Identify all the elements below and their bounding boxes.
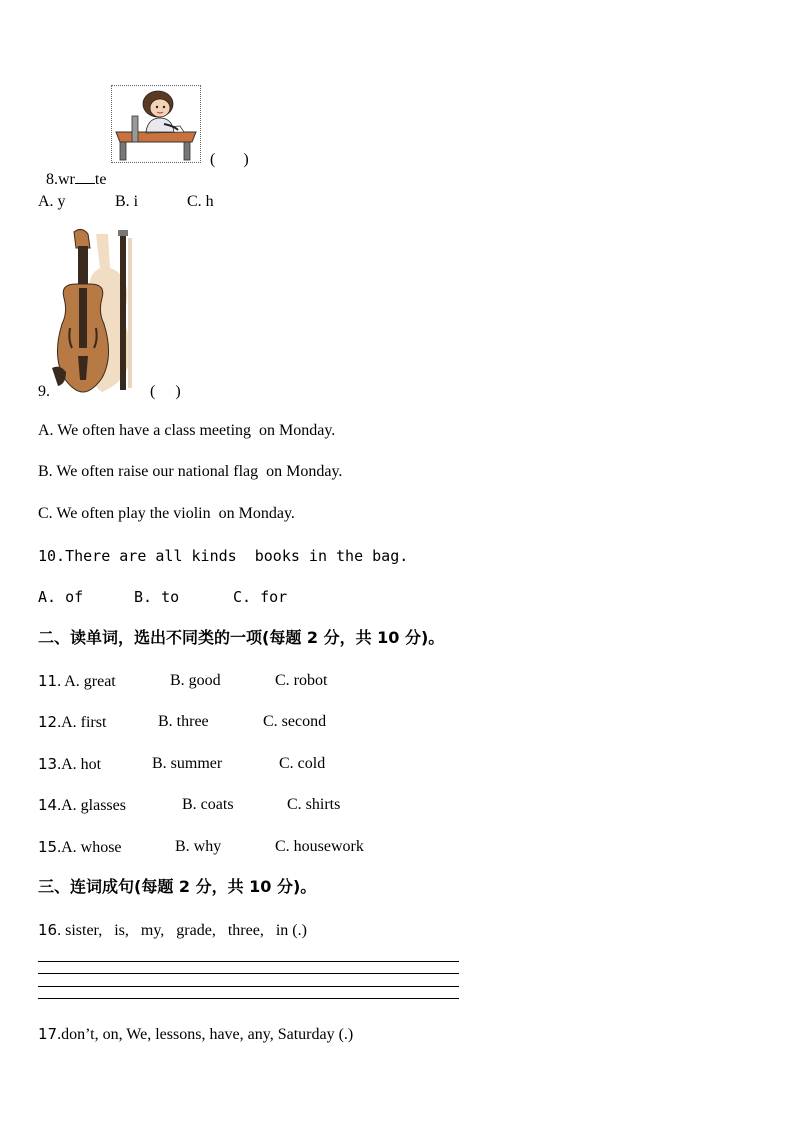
q8-prefix: 8.wr xyxy=(46,171,75,188)
q8-blank xyxy=(75,171,95,184)
q13-option-c: C. cold xyxy=(279,755,326,772)
q9-option-a: A. We often have a class meeting on Monday. xyxy=(38,422,336,439)
q9-option-c: C. We often play the violin on Monday. xyxy=(38,505,295,522)
q14-number: 14 xyxy=(38,796,58,814)
q9-paren: ( ) xyxy=(150,383,181,400)
q12-row xyxy=(38,712,106,733)
q17-text: .don’t, on, We, lessons, have, any, Saturday (.) xyxy=(57,1026,354,1043)
q9-option-b: B. We often raise our national flag on Monday. xyxy=(38,463,343,480)
q8-option-b: B. i xyxy=(115,193,139,210)
section3-heading: 三、连词成句(每题 2 分，共 10 分)。 xyxy=(38,877,317,896)
q14-option-c: C. shirts xyxy=(287,796,341,813)
q11-option-a: . A. great xyxy=(57,673,116,690)
answer-line-3 xyxy=(38,986,459,987)
q10-text: 10.There are all kinds books in the bag. xyxy=(38,547,409,565)
q8-suffix: te xyxy=(94,171,107,188)
q14-row xyxy=(38,795,126,816)
q15-option-b: B. why xyxy=(175,838,222,855)
q10-option-c: C. for xyxy=(233,588,288,606)
q10-option-b: B. to xyxy=(134,588,180,606)
q11-number: 11 xyxy=(38,672,58,690)
q13-option-a: .A. hot xyxy=(57,756,102,773)
answer-line-1 xyxy=(38,961,459,962)
q14-option-a: .A. glasses xyxy=(57,797,126,814)
section2-heading: 二、读单词，选出不同类的一项(每题 2 分，共 10 分)。 xyxy=(38,628,445,647)
q16-text: . sister, is, my, grade, three, in (.) xyxy=(57,922,307,939)
q16-number: 16 xyxy=(38,921,58,939)
q8-option-c: C. h xyxy=(187,193,214,210)
q12-number: 12 xyxy=(38,713,58,731)
q10-option-a: A. of xyxy=(38,588,84,606)
q15-row xyxy=(38,837,122,858)
answer-line-2 xyxy=(38,973,459,974)
q11-option-b: B. good xyxy=(170,672,221,689)
q16-row xyxy=(38,920,307,941)
q13-number: 13 xyxy=(38,755,58,773)
q8-paren: ( ) xyxy=(210,151,249,168)
q11-option-c: C. robot xyxy=(275,672,328,689)
q9-number: 9. xyxy=(38,383,50,400)
q14-option-b: B. coats xyxy=(182,796,234,813)
answer-line-4 xyxy=(38,998,459,999)
q12-option-b: B. three xyxy=(158,713,209,730)
q15-number: 15 xyxy=(38,838,58,856)
q11-row xyxy=(38,671,116,692)
q13-option-b: B. summer xyxy=(152,755,223,772)
girl-writing-image xyxy=(111,85,201,163)
q15-option-c: C. housework xyxy=(275,838,364,855)
q17-row xyxy=(38,1024,353,1045)
q12-option-a: .A. first xyxy=(57,714,107,731)
q13-row xyxy=(38,754,101,775)
violin-image xyxy=(52,228,142,396)
q8-line xyxy=(38,150,106,190)
q12-option-c: C. second xyxy=(263,713,327,730)
q15-option-a: .A. whose xyxy=(57,839,122,856)
q17-number: 17 xyxy=(38,1025,58,1043)
q8-option-a: A. y xyxy=(38,193,66,210)
